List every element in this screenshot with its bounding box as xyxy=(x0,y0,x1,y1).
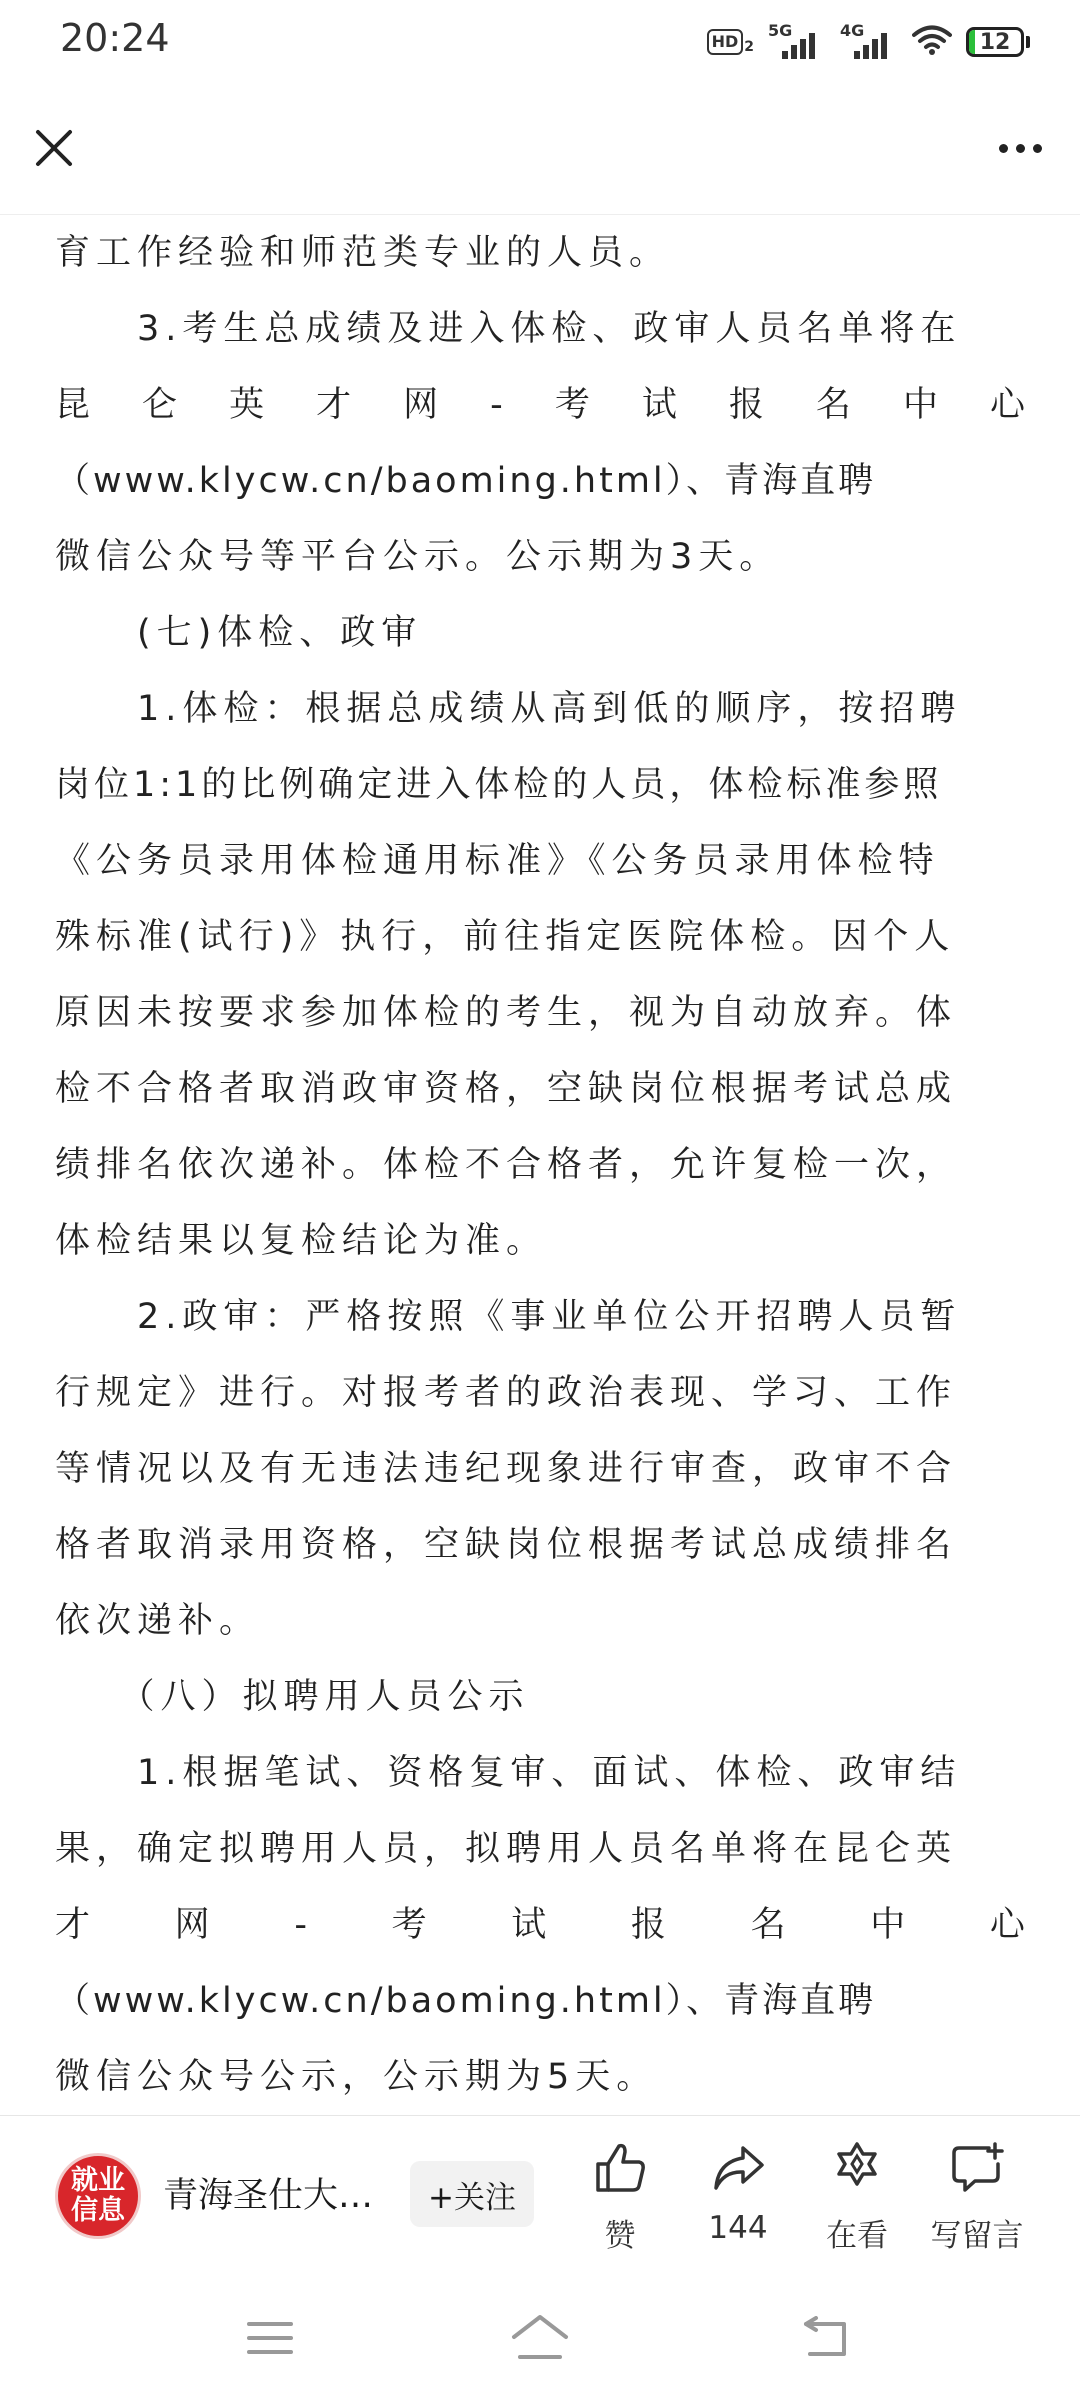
article-line: （www.klycw.cn/baoming.html）、青海直聘 xyxy=(55,461,877,501)
system-nav-bar xyxy=(0,2275,1080,2400)
article-line: 格者取消录用资格，空缺岗位根据考试总成绩排名 xyxy=(55,1525,958,1565)
menu-icon xyxy=(245,2318,295,2358)
article-line: 才 网 - 考 试 报 名 中 心 xyxy=(55,1905,1025,1945)
article-line: 行规定》进行。对报考者的政治表现、学习、工作 xyxy=(55,1373,958,1413)
article-line: (七)体检、政审 xyxy=(55,613,423,653)
article-line: 微信公众号等平台公示。公示期为3天。 xyxy=(55,537,781,577)
watching-icon xyxy=(827,2138,887,2198)
status-bar xyxy=(0,0,1080,84)
article-line: 1.根据笔试、资格复审、面试、体检、政审结 xyxy=(55,1753,962,1793)
article-line: 2.政审：严格按照《事业单位公开招聘人员暂 xyxy=(55,1297,962,1337)
article-line: 《公务员录用体检通用标准》《公务员录用体检特 xyxy=(55,841,940,881)
hd-sub: 2 xyxy=(744,39,754,55)
menu-button[interactable] xyxy=(230,2305,310,2371)
back-icon xyxy=(800,2316,850,2360)
article-line: 微信公众号公示，公示期为5天。 xyxy=(55,2057,658,2097)
article-line: 果，确定拟聘用人员，拟聘用人员名单将在昆仑英 xyxy=(55,1829,958,1869)
hd-icon xyxy=(707,29,754,55)
share-count: 144 xyxy=(708,2210,768,2246)
share-icon xyxy=(708,2138,768,2198)
close-icon xyxy=(32,126,76,170)
article-line: 检不合格者取消政审资格，空缺岗位根据考试总成 xyxy=(55,1069,958,1109)
article-line: 育工作经验和师范类专业的人员。 xyxy=(55,233,671,273)
share-button[interactable] xyxy=(683,2138,793,2246)
home-button[interactable] xyxy=(500,2305,580,2371)
close-button[interactable] xyxy=(24,118,84,178)
article-line: 3.考生总成绩及进入体检、政审人员名单将在 xyxy=(55,309,962,349)
article-line: 殊标准(试行)》执行，前往指定医院体检。因个人 xyxy=(55,917,956,957)
signal-5g-label: 5G xyxy=(768,21,793,40)
back-button[interactable] xyxy=(785,2305,865,2371)
article-line: （八）拟聘用人员公示 xyxy=(55,1677,530,1717)
battery-icon xyxy=(966,27,1030,57)
home-icon xyxy=(510,2313,570,2363)
watching-label: 在看 xyxy=(826,2218,888,2254)
comment-icon xyxy=(947,2138,1007,2198)
top-bar xyxy=(0,84,1080,215)
signal-4g-label: 4G xyxy=(840,21,865,40)
article-line: 1.体检：根据总成绩从高到低的顺序，按招聘 xyxy=(55,689,962,729)
article-line: 原因未按要求参加体检的考生，视为自动放弃。体 xyxy=(55,993,958,1033)
thumbs-up-icon xyxy=(590,2138,650,2198)
article-line: 昆 仑 英 才 网 - 考 试 报 名 中 心 xyxy=(55,385,1025,425)
comment-button[interactable] xyxy=(922,2138,1032,2255)
article-line: 体检结果以复检结论为准。 xyxy=(55,1221,548,1261)
avatar-text-line2: 信息 xyxy=(71,2195,125,2226)
signal-4g-icon xyxy=(840,23,898,61)
article-line: 绩排名依次递补。体检不合格者，允许复检一次， xyxy=(55,1145,958,1185)
like-button[interactable] xyxy=(565,2138,675,2255)
more-icon xyxy=(999,144,1008,153)
article-line: （www.klycw.cn/baoming.html）、青海直聘 xyxy=(55,1981,877,2021)
article-line: 依次递补。 xyxy=(55,1601,261,1641)
hd-label: HD xyxy=(707,29,744,55)
watching-button[interactable] xyxy=(802,2138,912,2255)
article-content xyxy=(0,215,1080,2115)
account-name[interactable]: 青海圣仕大… xyxy=(163,2176,374,2216)
follow-button[interactable]: +关注 xyxy=(410,2161,534,2227)
avatar-text-line1: 就业 xyxy=(71,2165,125,2196)
signal-5g-icon xyxy=(768,23,826,61)
article-line: 等情况以及有无违法违纪现象进行审查，政审不合 xyxy=(55,1449,958,1489)
comment-label: 写留言 xyxy=(930,2218,1024,2254)
article-line: 岗位1:1的比例确定进入体检的人员，体检标准参照 xyxy=(55,765,943,805)
status-icons xyxy=(707,22,1030,62)
status-time: 20:24 xyxy=(60,16,170,60)
more-button[interactable] xyxy=(988,118,1052,178)
account-avatar[interactable] xyxy=(55,2153,141,2239)
wifi-icon xyxy=(912,24,952,60)
battery-level: 12 xyxy=(979,29,1011,55)
like-label: 赞 xyxy=(604,2218,636,2254)
bottom-action-bar xyxy=(0,2115,1080,2276)
